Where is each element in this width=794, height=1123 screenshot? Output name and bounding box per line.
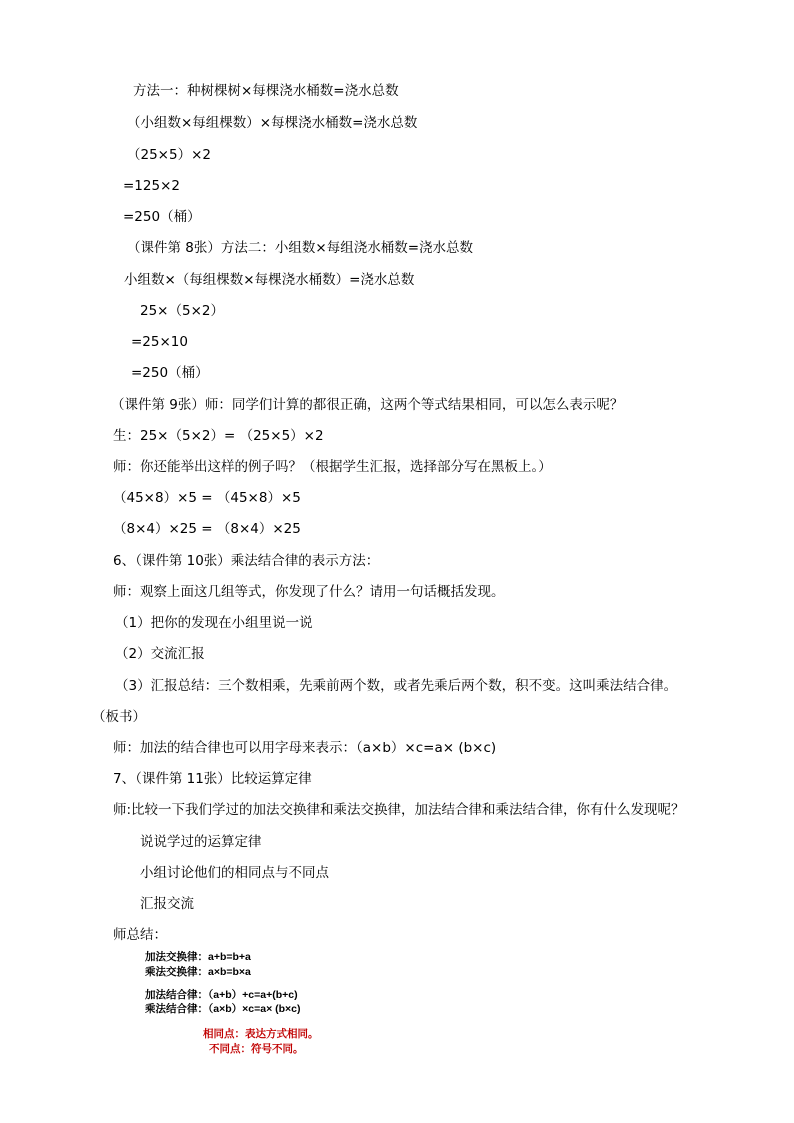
teacher-compare: 师:比较一下我们学过的加法交换律和乘法交换律，加法结合律和乘法结合律，你有什么发现呢？ bbox=[113, 802, 685, 818]
mul-commutative-law: 乘法交换律：a×b=b×a bbox=[145, 966, 251, 978]
step-3: （3）汇报总结：三个数相乘，先乘前两个数，或者先乘后两个数，积不变。这叫乘法结合律。 bbox=[115, 678, 678, 694]
calc-result-2: =250（桶） bbox=[131, 365, 209, 381]
activity-2: 小组讨论他们的相同点与不同点 bbox=[140, 865, 329, 881]
calc-result-1: =250（桶） bbox=[123, 209, 201, 225]
teacher-summary: 师总结： bbox=[113, 927, 167, 943]
method-one-line: 方法一：种树棵树×每棵浇水桶数=浇水总数 bbox=[133, 83, 399, 99]
teacher-observe: 师：观察上面这几组等式，你发现了什么？请用一句话概括发现。 bbox=[113, 584, 505, 600]
teacher-question-2: 师：你还能举出这样的例子吗？（根据学生汇报，选择部分写在黑板上。） bbox=[113, 459, 552, 475]
method-two-line: （课件第 8张）方法二：小组数×每组浇水桶数=浇水总数 bbox=[127, 240, 474, 256]
board-note: （板书） bbox=[92, 709, 146, 725]
section-7-title: 7、（课件第 11张）比较运算定律 bbox=[113, 771, 312, 787]
example-2: （8×4）×25 = （8×4）×25 bbox=[113, 521, 301, 537]
teacher-question-1: （课件第 9张）师：同学们计算的都很正确，这两个等式结果相同，可以怎么表示呢？ bbox=[111, 397, 624, 413]
calc-step-3: 25×（5×2） bbox=[140, 303, 224, 319]
example-1: （45×8）×5 = （45×8）×5 bbox=[113, 490, 301, 506]
calc-step-4: =25×10 bbox=[131, 334, 188, 350]
student-answer: 生：25×（5×2）= （25×5）×2 bbox=[113, 428, 324, 444]
same-point: 相同点：表达方式相同。 bbox=[203, 1028, 319, 1040]
step-2: （2）交流汇报 bbox=[115, 646, 205, 662]
add-commutative-law: 加法交换律：a+b=b+a bbox=[145, 951, 251, 963]
mul-associative-law: 乘法结合律：（a×b）×c=a× (b×c) bbox=[145, 1003, 301, 1015]
teacher-letter-formula: 师：加法的结合律也可以用字母来表示：（a×b）×c=a× (b×c) bbox=[113, 740, 497, 756]
method-two-formula: 小组数×（每组棵数×每棵浇水桶数）=浇水总数 bbox=[124, 272, 415, 288]
calc-step-1: （25×5）×2 bbox=[127, 147, 211, 163]
add-associative-law: 加法结合律：（a+b）+c=a+(b+c) bbox=[145, 989, 298, 1001]
step-1: （1）把你的发现在小组里说一说 bbox=[115, 615, 313, 631]
diff-point: 不同点：符号不同。 bbox=[209, 1043, 304, 1055]
calc-step-2: =125×2 bbox=[123, 178, 180, 194]
method-one-formula: （小组数×每组棵数）×每棵浇水桶数=浇水总数 bbox=[127, 115, 418, 131]
activity-1: 说说学过的运算定律 bbox=[140, 834, 262, 850]
section-6-title: 6、（课件第 10张）乘法结合律的表示方法： bbox=[113, 553, 380, 569]
activity-3: 汇报交流 bbox=[140, 896, 194, 912]
